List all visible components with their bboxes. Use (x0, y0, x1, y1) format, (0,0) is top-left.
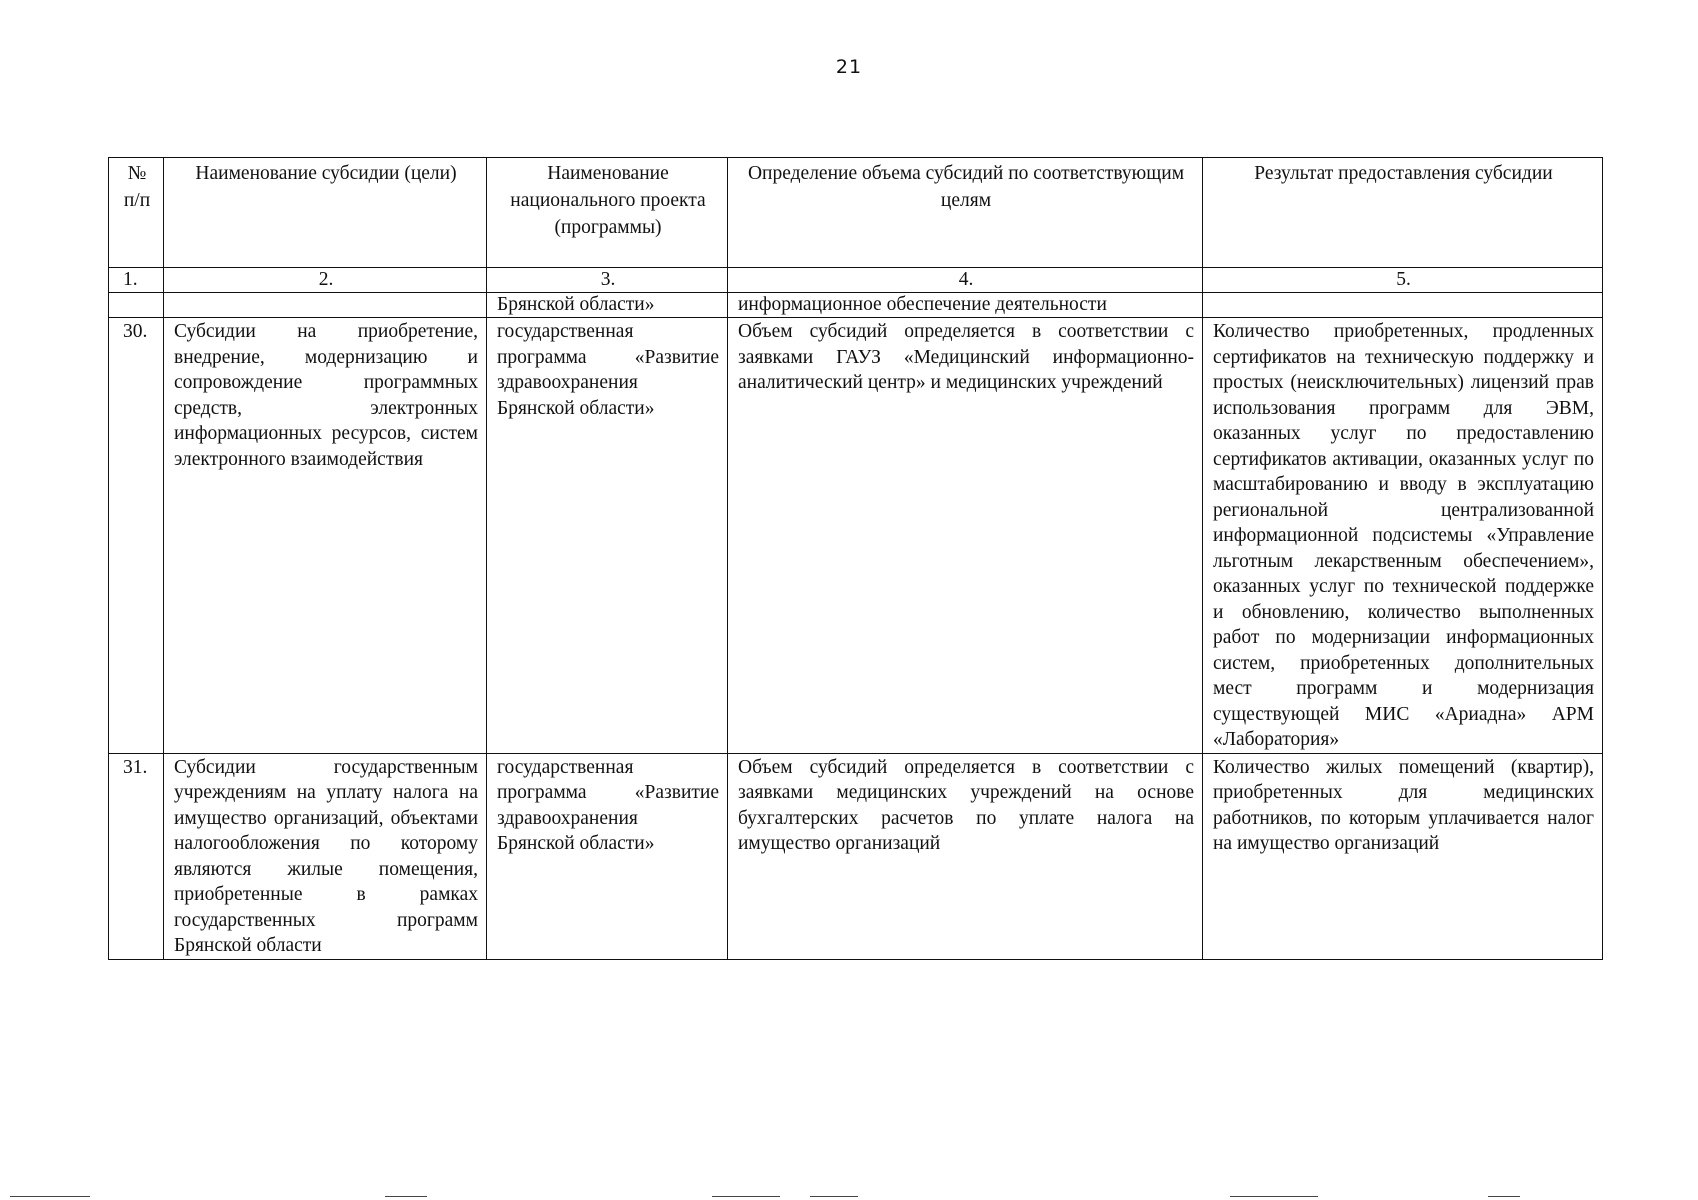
row-index: 30. (109, 318, 164, 754)
scan-rule (712, 1196, 780, 1197)
continuation-cell (109, 293, 164, 318)
header-index: № п/п (109, 158, 164, 268)
row-result: Количество жилых помещений (квартир), приобретенных для медицинских работников, по которым уплачивается налог на имущество организаций (1203, 753, 1603, 959)
column-number: 3. (487, 268, 728, 293)
row-volume-definition: Объем субсидий определяется в соответствии с заявками медицинских учреждений на основе бухгалтерских расчетов по уплате налога на имущество организаций (728, 753, 1203, 959)
row-result: Количество приобретенных, продленных сертификатов на техническую поддержку и простых (неисключительных) лицензий прав использования программ для ЭВМ, оказанных услуг по предоставлению сертификатов активации, оказанных услуг по масштабированию и вводу в эксплуатацию региональной централизованной информационной подсистемы «Управление льготным лекарственным обеспечением», оказанных услуг по технической поддержке и обновлению, количество выполненных работ по модернизации информационных систем, приобретенных дополнительных мест программ и модернизация существующей МИС «Ариадна» АРМ «Лаборатория» (1203, 318, 1603, 754)
scan-rule (385, 1196, 427, 1197)
page-number: 21 (835, 56, 863, 78)
table-row (109, 318, 1603, 754)
column-number: 1. (109, 268, 164, 293)
scan-rule (810, 1196, 858, 1197)
header-result: Результат предоставления субсидии (1203, 158, 1603, 268)
row-project-name: государственная программа «Развитие здравоохранения Брянской области» (487, 318, 728, 754)
subsidies-table (108, 157, 1603, 960)
header-volume-definition: Определение объема субсидий по соответствующим целям (728, 158, 1203, 268)
continuation-cell (1203, 293, 1603, 318)
continuation-cell: информационное обеспечение деятельности (728, 293, 1203, 318)
scan-rule (10, 1196, 90, 1197)
continuation-cell: Брянской области» (487, 293, 728, 318)
table-row (109, 753, 1603, 959)
column-number-row (109, 268, 1603, 293)
column-number: 4. (728, 268, 1203, 293)
header-subsidy-name: Наименование субсидии (цели) (164, 158, 487, 268)
column-number: 5. (1203, 268, 1603, 293)
continuation-cell (164, 293, 487, 318)
scan-rule (1230, 1196, 1318, 1197)
row-project-name: государственная программа «Развитие здравоохранения Брянской области» (487, 753, 728, 959)
row-index: 31. (109, 753, 164, 959)
column-number: 2. (164, 268, 487, 293)
row-subsidy-name: Субсидии на приобретение, внедрение, модернизацию и сопровождение программных средств, электронных информационных ресурсов, систем электронного взаимодействия (164, 318, 487, 754)
row-subsidy-name: Субсидии государственным учреждениям на уплату налога на имущество организаций, объектами налогообложения по которому являются жилые помещения, приобретенные в рамках государственных программ Брянской области (164, 753, 487, 959)
header-project-name: Наименование национального проекта (программы) (487, 158, 728, 268)
row-volume-definition: Объем субсидий определяется в соответствии с заявками ГАУЗ «Медицинский информационно-аналитический центр» и медицинских учреждений (728, 318, 1203, 754)
scan-rule (1488, 1196, 1520, 1197)
continuation-row (109, 293, 1603, 318)
table-header-row (109, 158, 1603, 268)
